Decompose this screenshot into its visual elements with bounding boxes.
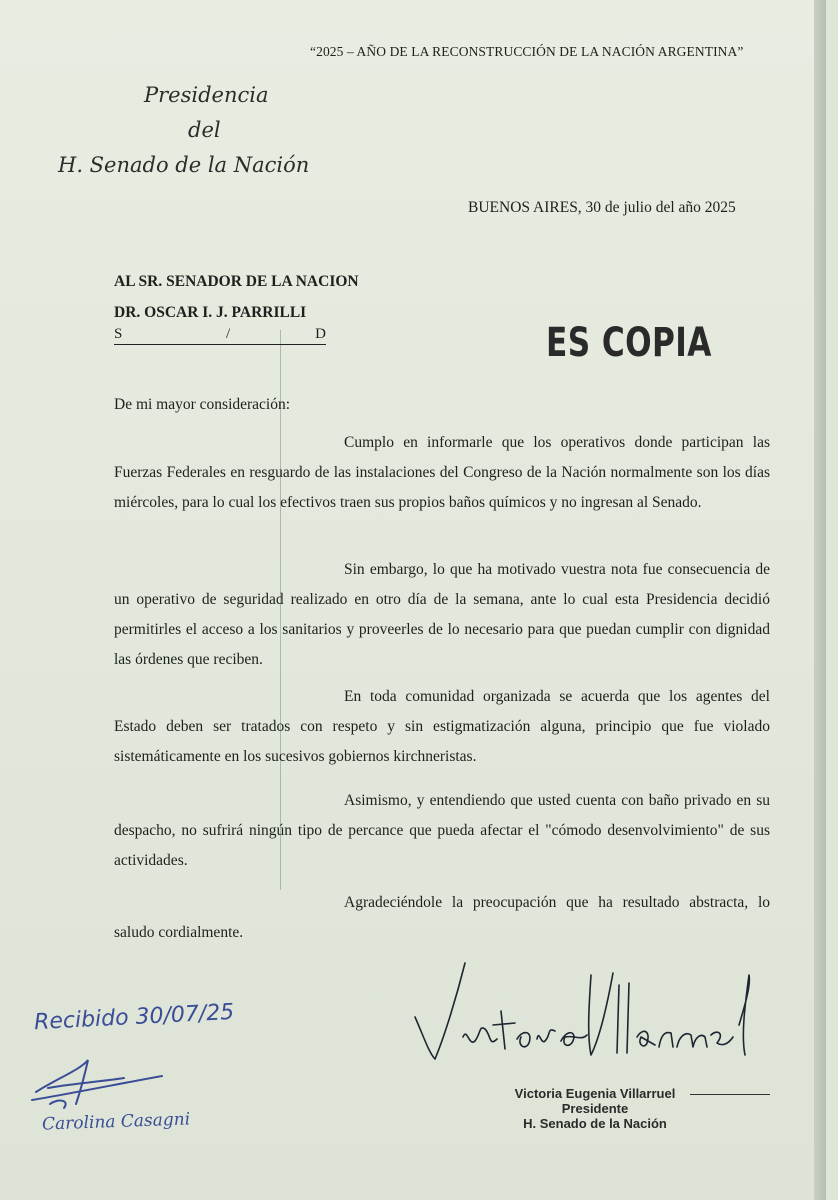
copy-stamp: ES COPIA <box>546 320 712 366</box>
received-by-signature: Carolina Casagni <box>41 1109 191 1135</box>
greeting: De mi mayor consideración: <box>114 396 291 413</box>
addressee-line: AL SR. SENADOR DE LA NACION <box>114 273 359 290</box>
addressee-block <box>114 266 359 328</box>
body-paragraph: En toda comunidad organizada se acuerda que los agentes del Estado deben ser tratados con respeto y sin estigmatización alguna, principio que fue violado sistemáticamente en los sucesivos gobiernos kirchneristas. <box>114 688 770 765</box>
su-despacho-line <box>114 326 326 345</box>
body-paragraph: Agradeciéndole la preocupación que ha resultado abstracta, lo saludo cordialmente. <box>114 894 770 941</box>
signatory-name: Victoria Eugenia Villarruel <box>514 1086 676 1101</box>
addressee-line: DR. OSCAR I. J. PARRILLI <box>114 304 307 321</box>
president-signature-icon <box>405 955 775 1075</box>
handwritten-initials-icon <box>28 1048 168 1112</box>
body-paragraph: Asimismo, y entendiendo que usted cuenta con baño privado en su despacho, no sufrirá ningún tipo de percance que pueda afectar el "cómodo desenvolvimiento" de sus actividades. <box>114 792 770 869</box>
header-motto: “2025 – AÑO DE LA RECONSTRUCCIÓN DE LA NACIÓN ARGENTINA” <box>310 44 744 59</box>
letterhead-line: del <box>188 118 221 142</box>
signatory-title: Presidente <box>561 1101 629 1116</box>
letterhead <box>40 78 380 183</box>
body-paragraph: Cumplo en informarle que los operativos donde participan las Fuerzas Federales en resguardo de las instalaciones del Congreso de la Nación normalmente son los días miércoles, para lo cual los efectivos traen sus propios baños químicos y no ingresan al Senado. <box>114 434 770 511</box>
body-paragraph: Sin embargo, lo que ha motivado vuestra nota fue consecuencia de un operativo de seguridad realizado en otro día de la semana, ante lo cual esta Presidencia decidió permitirles el acceso a los sanitarios y proveerles de lo necesario para que puedan cumplir con dignidad las órdenes que reciben. <box>114 561 770 668</box>
sd-left: S <box>114 326 123 342</box>
date-line: BUENOS AIRES, 30 de julio del año 2025 <box>468 199 736 216</box>
sd-right: D <box>315 326 326 342</box>
signatory-body: H. Senado de la Nación <box>523 1116 667 1131</box>
letterhead-line: Presidencia <box>144 83 269 107</box>
letterhead-line: H. Senado de la Nación <box>58 153 310 177</box>
sd-slash: / <box>226 326 231 342</box>
paper-edge <box>814 0 826 1200</box>
received-annotation: Recibido 30/07/25 <box>33 999 235 1036</box>
signatory-block <box>480 1086 710 1131</box>
